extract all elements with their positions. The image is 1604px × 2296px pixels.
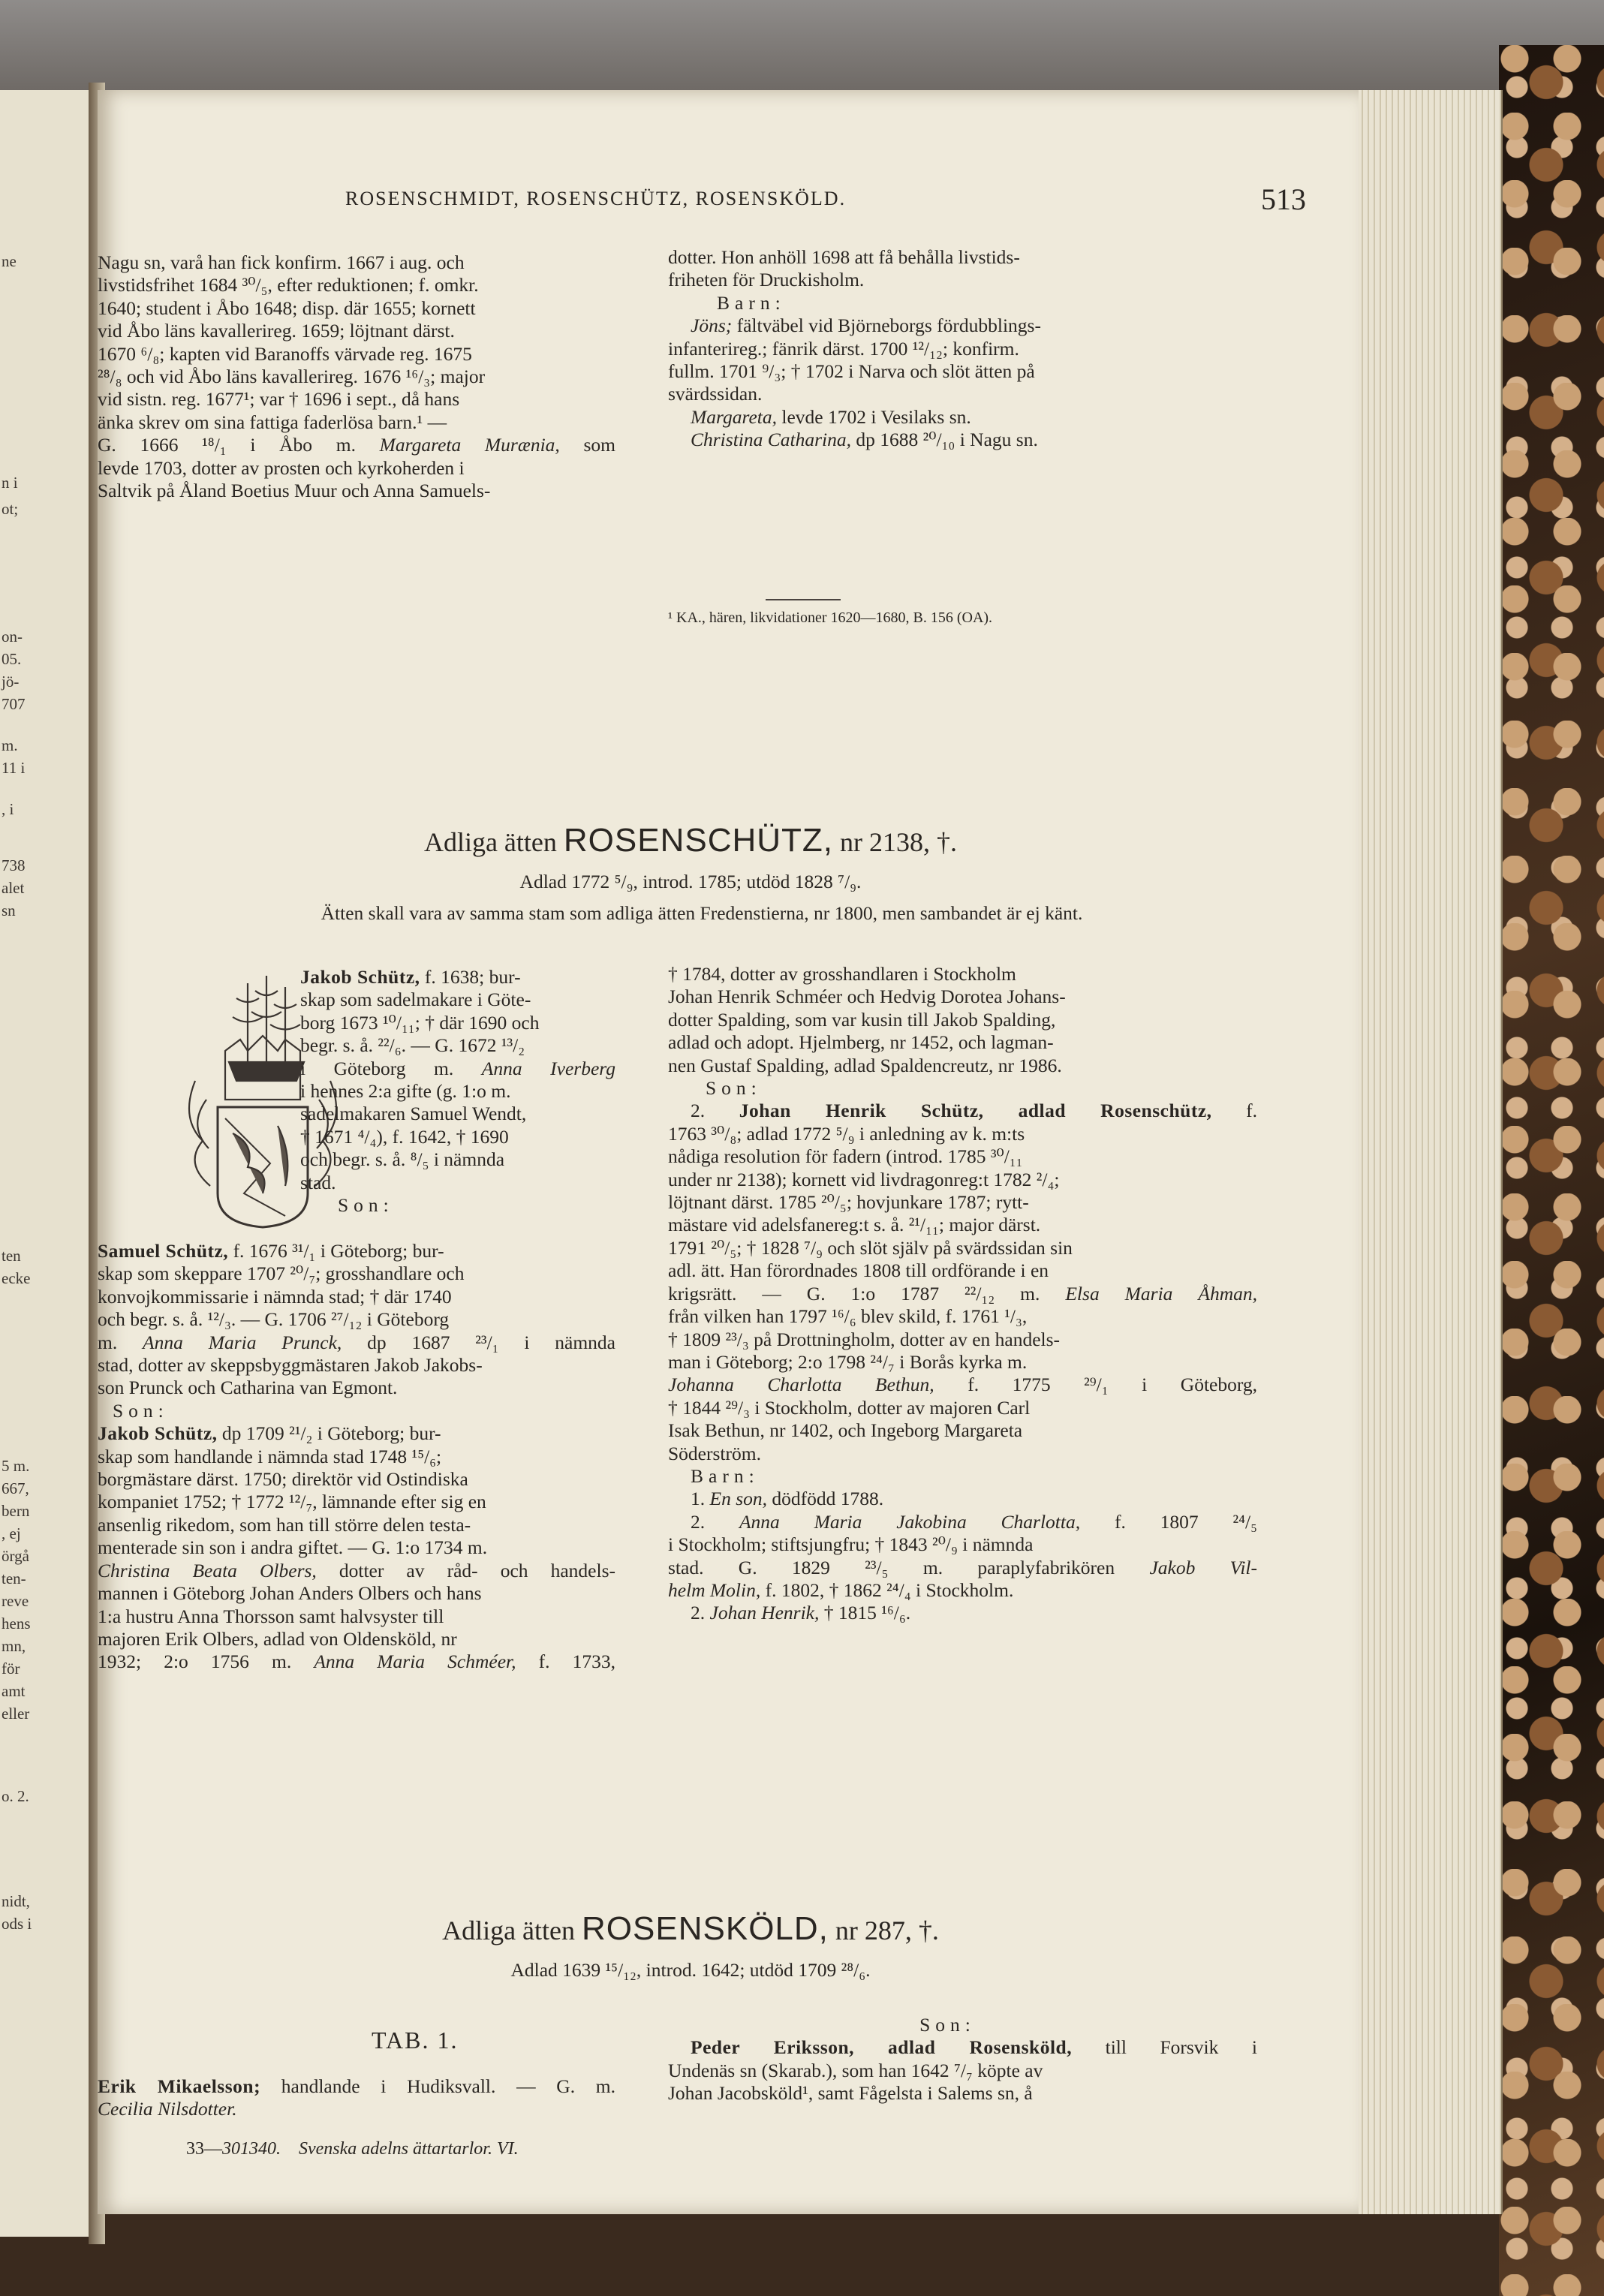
left-page-fragment: reve — [2, 1592, 29, 1610]
line: från vilken han 1797 ¹⁶/₆ blev skild, f. 1761 ¹/₃, — [668, 1305, 1028, 1328]
line: kompaniet 1752; † 1772 ¹²/₇, lämnande efter sig en — [98, 1491, 486, 1513]
person-name: Jakob Schütz, — [98, 1422, 218, 1445]
line: löjtnant därst. 1785 ²⁰/₅; hovjunkare 1787; rytt- — [668, 1191, 1029, 1214]
line: dotter Spalding, som var kusin till Jakob Spalding, — [668, 1008, 1056, 1031]
left-page-fragment: ten — [2, 1247, 21, 1265]
line: i hennes 2:a gifte (g. 1:o m. — [300, 1080, 511, 1103]
tab-label: TAB. 1. — [372, 2027, 459, 2054]
left-page-fragment: 707 — [2, 695, 26, 713]
line: son Prunck och Catharina van Egmont. — [98, 1377, 398, 1399]
person-name: Samuel Schütz, — [98, 1240, 229, 1262]
left-page-fragment: ten- — [2, 1569, 26, 1587]
text: krigsrätt. — G. 1:o 1787 ²²/₁₂ m. — [668, 1282, 1040, 1304]
line: nådiga resolution för fadern (introd. 1785 ³⁰/₁₁ — [668, 1145, 1023, 1168]
book-cover-top — [0, 0, 1604, 90]
family-name: ROSENSCHÜTZ, — [563, 822, 834, 859]
left-page-fragment: , ej — [2, 1524, 21, 1542]
left-page-fragment: ne — [2, 252, 17, 270]
entry-number: 1. — [691, 1488, 706, 1510]
samuel-schutz-entry — [98, 1240, 615, 1674]
text: f. 1676 ³¹/₁ i Göteborg; bur- — [233, 1240, 444, 1262]
line: i Stockholm; stiftsjungfru; † 1843 ²⁰/₉ i nämnda — [668, 1533, 1034, 1556]
line: menterade sin son i andra giftet. — G. 1:o 1734 m. — [98, 1536, 488, 1559]
left-page-fragment: jö- — [2, 673, 20, 691]
line: stad, dotter av skeppsbyggmästaren Jakob Jakobs- — [98, 1354, 483, 1377]
left-page-fragment: nidt, — [2, 1892, 30, 1910]
spouse-name: Elsa Maria Åhman, — [1065, 1282, 1257, 1304]
line: begr. s. å. ²²/₆. — G. 1672 ¹³/₂ — [300, 1034, 525, 1057]
line: borg 1673 ¹⁰/₁₁; † där 1690 och — [300, 1011, 540, 1034]
left-page-fragment: eller — [2, 1705, 30, 1723]
line: 1:a hustru Anna Thorsson samt halvsyster till — [98, 1605, 444, 1627]
line — [668, 1511, 1257, 1533]
line — [98, 2075, 615, 2098]
line — [668, 1557, 1257, 1579]
left-page-fragment: 738 — [2, 856, 26, 874]
text: dödfödd 1788. — [772, 1488, 884, 1510]
book-title: Svenska adelns ättartarlor. VI. — [299, 2139, 519, 2159]
book-page — [98, 90, 1359, 2214]
left-page-fragment: hens — [2, 1614, 31, 1632]
text: dotter av råd- och handels- — [339, 1559, 615, 1581]
line — [300, 966, 615, 989]
text: f. 1775 ²⁹/₁ i Göteborg, — [968, 1374, 1258, 1396]
sheet-signature — [186, 2139, 519, 2159]
text: f. 1807 ²⁴/₅ — [1114, 1510, 1258, 1533]
line: skap som skeppare 1707 ²⁰/₇; grosshandlare och — [98, 1262, 465, 1285]
line: † 1784, dotter av grosshandlaren i Stockholm — [668, 963, 1016, 985]
line: skap som sadelmakare i Göte- — [300, 989, 531, 1011]
entry-number: 2. — [691, 1510, 706, 1533]
text: levde 1702 i Vesilaks sn. — [781, 405, 971, 428]
child-name: Anna Maria Jakobina Charlotta, — [739, 1510, 1081, 1533]
line: Undenäs sn (Skarab.), som han 1642 ⁷/₇ köpte av — [668, 2059, 1043, 2081]
son-label: Son: — [919, 2014, 976, 2036]
spouse-name: Jakob Vil- — [1149, 1556, 1258, 1578]
left-page-edge — [0, 90, 100, 2237]
line: man i Göteborg; 2:o 1798 ²⁴/₇ i Borås kyrka m. — [668, 1350, 1028, 1373]
line: nen Gustaf Spalding, adlad Spaldencreutz, nr 1986. — [668, 1054, 1062, 1076]
line: 1763 ³⁰/₈; adlad 1772 ⁵/₉ i anledning av k. m:ts — [668, 1122, 1025, 1145]
spouse-name: Anna Maria Prunck, — [143, 1331, 342, 1353]
spouse-name: helm Molin, — [668, 1578, 761, 1601]
running-head: ROSENSCHMIDT, ROSENSCHÜTZ, ROSENSKÖLD. — [345, 188, 847, 209]
line — [668, 1374, 1257, 1396]
spouse-name: Christina Beata Olbers, — [98, 1559, 317, 1581]
line: Johan Henrik Schméer och Hedvig Dorotea Johans- — [668, 986, 1066, 1008]
person-name: Jakob Schütz, — [300, 966, 420, 988]
left-page-fragment: mn, — [2, 1637, 26, 1655]
line: † 1671 ⁴/₄), f. 1642, † 1690 — [300, 1125, 509, 1148]
left-page-fragment: sn — [2, 901, 16, 919]
line — [668, 1100, 1257, 1122]
line: och begr. s. å. ⁸/₅ i nämnda — [300, 1148, 505, 1171]
line: Söderström. — [668, 1442, 761, 1464]
left-page-fragment: , i — [2, 800, 14, 818]
left-page-fragment: för — [2, 1660, 20, 1678]
line — [300, 1058, 615, 1080]
spouse-name: Johanna Charlotta Bethun, — [668, 1374, 934, 1396]
line — [668, 429, 1257, 451]
line — [668, 1488, 1257, 1510]
text: till Forsvik i — [1105, 2036, 1257, 2059]
line: livstidsfrihet 1684 ³⁰/₅, efter reduktionen; f. omkr. — [98, 274, 479, 296]
left-page-fragment: ot; — [2, 500, 19, 518]
line — [668, 1602, 1257, 1624]
spouse-name: Anna Iverberg — [481, 1057, 615, 1079]
line — [668, 314, 1257, 337]
entry-number: 2. — [691, 1602, 706, 1624]
line: Nagu sn, varå han fick konfirm. 1667 i aug. och — [98, 251, 465, 273]
child-name: En son, — [709, 1488, 767, 1510]
text: handlande i Hudiksvall. — G. m. — [281, 2075, 615, 2097]
left-page-fragment: bern — [2, 1502, 30, 1520]
text: i Göteborg m. — [300, 1057, 454, 1079]
line: stad. — [300, 1171, 336, 1193]
line — [668, 2036, 1257, 2059]
line: vid Åbo läns kavallerireg. 1659; löjtnant därst. — [98, 320, 455, 342]
line: Johan Jacobsköld¹, samt Fågelsta i Salems sn, å — [668, 2082, 1033, 2105]
family-name: ROSENSKÖLD, — [582, 1910, 829, 1947]
footnote-rule — [766, 599, 841, 600]
line: adl. ätt. Han förordnades 1808 till ordförande i en — [668, 1259, 1049, 1282]
line — [668, 1283, 1257, 1305]
col2-top-text — [668, 246, 1257, 452]
entry-number: 2. — [691, 1100, 706, 1122]
text: f. 1802, † 1862 ²⁴/₄ i Stockholm. — [765, 1578, 1014, 1601]
line — [98, 434, 615, 456]
son-label: Son: — [706, 1077, 762, 1100]
text: som — [583, 434, 616, 456]
line — [668, 406, 1257, 429]
text: † 1815 ¹⁶/₆. — [823, 1602, 911, 1624]
son-label: Son: — [113, 1399, 169, 1422]
line: svärdssidan. — [668, 383, 763, 405]
line: adlad och adopt. Hjelmberg, nr 1452, och lagman- — [668, 1031, 1054, 1054]
left-page-fragment: o. 2. — [2, 1787, 29, 1805]
left-page-fragment: n i — [2, 474, 18, 492]
line: † 1844 ²⁹/₃ i Stockholm, dotter av majoren Carl — [668, 1396, 1031, 1419]
line: ansenlig rikedom, som han till större delen testa- — [98, 1513, 471, 1536]
line — [98, 1240, 615, 1262]
peder-eriksson-entry — [668, 2014, 1257, 2105]
spouse-name: Margareta Murænia, — [379, 434, 560, 456]
heading-prefix: Adliga ätten — [423, 827, 557, 857]
line — [668, 1579, 1257, 1602]
section-subtitle: Adlad 1639 ¹⁵/₁₂, introd. 1642; utdöd 1709 ²⁸/₆. — [510, 1959, 871, 1981]
left-page-fragment: ecke — [2, 1269, 31, 1287]
print-code: 301340. — [222, 2139, 281, 2159]
left-page-fragment: amt — [2, 1682, 26, 1700]
line: infanterireg.; fänrik därst. 1700 ¹²/₁₂; konfirm. — [668, 337, 1019, 360]
text: m. — [98, 1331, 118, 1353]
spouse-name: Anna Maria Schméer, — [314, 1651, 516, 1673]
line: ²⁸/₈ och vid Åbo läns kavallerireg. 1676 ¹⁶/₃; major — [98, 366, 486, 388]
section-note: Ätten skall vara av samma stam som adliga ätten Fredenstierna, nr 1800, men sambandet är ej känt. — [320, 902, 1083, 924]
text: dp 1688 ²⁰/₁₀ i Nagu sn. — [856, 429, 1038, 451]
child-name: Christina Catharina, — [691, 429, 851, 451]
person-name: Peder Eriksson, adlad Rosensköld, — [691, 2036, 1073, 2059]
line: konvojkommissarie i nämnda stad; † där 1740 — [98, 1285, 452, 1307]
line: borgmästare därst. 1750; direktör vid Ostindiska — [98, 1468, 468, 1491]
line: sadelmakaren Samuel Wendt, — [300, 1103, 527, 1125]
heading-suffix: nr 2138, †. — [840, 827, 958, 857]
erik-mikaelsson-entry — [98, 2075, 615, 2121]
text: dp 1709 ²¹/₂ i Göteborg; bur- — [221, 1422, 441, 1445]
text: f. 1733, — [538, 1651, 615, 1673]
barn-label: Barn: — [691, 1464, 760, 1487]
footnote: ¹ KA., hären, likvidationer 1620—1680, B. 156 (OA). — [668, 609, 993, 626]
line: † 1809 ²³/₃ på Drottningholm, dotter av en handels- — [668, 1328, 1061, 1350]
line: friheten för Druckisholm. — [668, 269, 865, 291]
col2-mid-text — [668, 963, 1257, 1625]
left-page-fragment: 05. — [2, 650, 22, 668]
line: majoren Erik Olbers, adlad von Oldensköld, nr — [98, 1627, 457, 1650]
page-number: 513 — [1261, 182, 1306, 216]
line: och begr. s. å. ¹²/₃. — G. 1706 ²⁷/₁₂ i Göteborg — [98, 1308, 450, 1331]
sheet-number: 33— — [186, 2139, 222, 2159]
child-name: Jöns; — [691, 314, 733, 337]
line: mästare vid adelsfanereg:t s. å. ²¹/₁₁; major därst. — [668, 1214, 1041, 1236]
line — [98, 1651, 615, 1673]
spouse-name: Cecilia Nilsdotter. — [98, 2098, 237, 2120]
left-page-fragment: 667, — [2, 1479, 29, 1497]
section-heading-rosenskold — [98, 1910, 1284, 1948]
line: levde 1703, dotter av prosten och kyrkoherden i — [98, 456, 465, 479]
left-page-fragment: ods i — [2, 1915, 32, 1933]
person-name: Johan Henrik Schütz, adlad Rosenschütz, — [739, 1100, 1212, 1122]
text: 1932; 2:o 1756 m. — [98, 1651, 292, 1673]
section-subtitle: Adlad 1772 ⁵/₉, introd. 1785; utdöd 1828 ⁷/₉. — [519, 871, 862, 892]
left-page-fragment: örgå — [2, 1547, 29, 1565]
line: Isak Bethun, nr 1402, och Ingeborg Margareta — [668, 1419, 1023, 1442]
text: G. 1666 ¹⁸/₁ i Åbo m. — [98, 434, 356, 456]
left-page-fragment: on- — [2, 627, 23, 645]
text: fältväbel vid Björneborgs fördubblings- — [736, 314, 1041, 337]
left-page-fragment: alet — [2, 879, 25, 897]
text: f. — [1246, 1100, 1258, 1122]
line: 1670 ⁶/₈; kapten vid Baranoffs värvade reg. 1675 — [98, 342, 472, 365]
line: under nr 2138); kornett vid livdragonreg:t 1782 ²/₄; — [668, 1168, 1060, 1190]
line: 1791 ²⁰/₅; † 1828 ⁷/₉ och slöt själv på svärdssidan sin — [668, 1236, 1073, 1259]
line: skap som handlande i nämnda stad 1748 ¹⁵/₆; — [98, 1445, 442, 1467]
jakob-schutz-entry — [300, 966, 615, 1217]
line — [98, 1332, 615, 1354]
text: dp 1687 ²³/₁ i nämnda — [367, 1331, 616, 1353]
line — [98, 1422, 615, 1445]
line: Saltvik på Åland Boetius Muur och Anna Samuels- — [98, 480, 491, 502]
line: änka skrev om sina fattiga faderlösa barn.¹ — — [98, 411, 447, 433]
child-name: Margareta, — [691, 405, 777, 428]
left-page-fragment: 5 m. — [2, 1457, 30, 1475]
barn-label: Barn: — [717, 291, 786, 314]
son-label: Son: — [338, 1194, 394, 1217]
line: mannen i Göteborg Johan Anders Olbers och hans — [98, 1582, 482, 1605]
line: dotter. Hon anhöll 1698 att få behålla livstids- — [668, 246, 1020, 268]
line: 1640; student i Åbo 1648; disp. där 1655; kornett — [98, 296, 476, 319]
col1-top-text — [98, 251, 615, 502]
marbled-book-cover — [1499, 45, 1604, 2296]
line: vid sistn. reg. 1677¹; var † 1696 i sept., då hans — [98, 388, 460, 411]
person-name: Erik Mikaelsson; — [98, 2075, 261, 2097]
left-page-fragment: m. — [2, 736, 18, 754]
section-heading-rosenschutz — [98, 822, 1284, 859]
text: f. 1638; bur- — [424, 966, 521, 988]
left-page-fragment: 11 i — [2, 759, 26, 777]
line — [98, 1560, 615, 1582]
child-name: Johan Henrik, — [709, 1602, 820, 1624]
page-edges — [1351, 90, 1503, 2214]
heading-suffix: nr 287, †. — [835, 1915, 939, 1945]
heading-prefix: Adliga ätten — [442, 1915, 576, 1945]
line: fullm. 1701 ⁹/₃; † 1702 i Narva och slöt ätten på — [668, 360, 1035, 383]
text: stad. G. 1829 ²³/₅ m. paraplyfabrikören — [668, 1556, 1115, 1578]
